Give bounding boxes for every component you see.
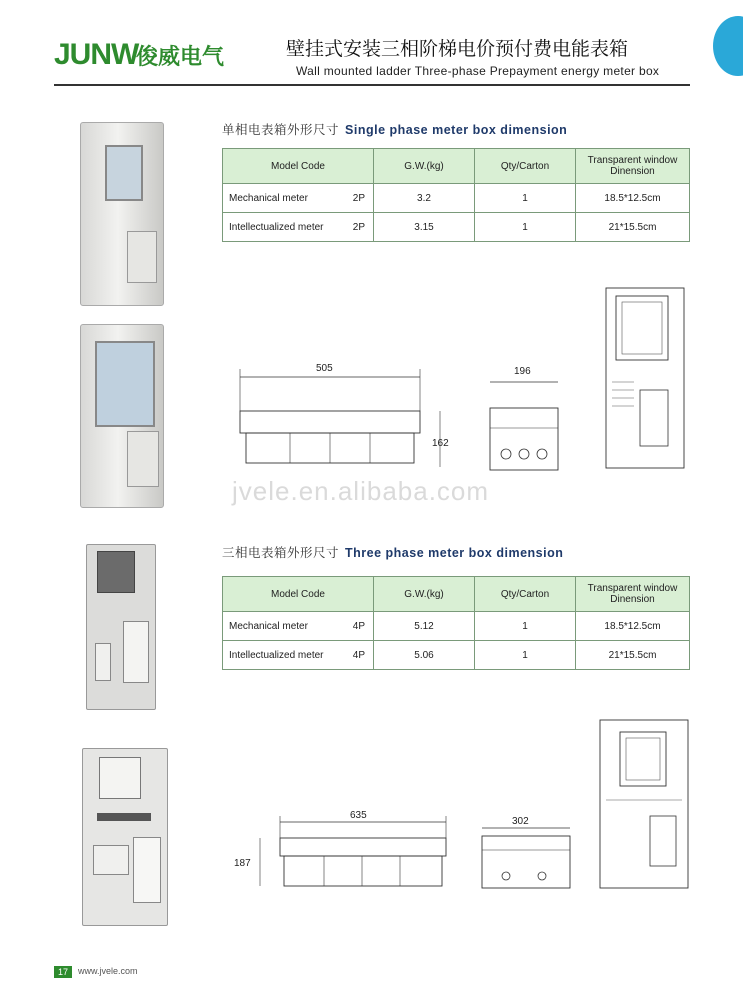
window-cell: 21*15.5cm	[576, 641, 690, 670]
pole-count: 2P	[352, 192, 365, 204]
watermark: jvele.en.alibaba.com	[232, 476, 490, 506]
qty-cell: 1	[475, 612, 576, 641]
three-front-view-drawing	[598, 718, 690, 892]
breaker-device	[133, 837, 161, 903]
model-name: Intellectualized meter	[229, 221, 324, 233]
terminal-bar	[97, 813, 151, 821]
three-side-view-drawing	[478, 822, 574, 892]
single-top-view-drawing	[230, 355, 470, 475]
single-section-title	[222, 120, 567, 138]
col-header-qty: Qty/Carton	[475, 149, 576, 184]
table-row	[223, 184, 690, 213]
window-cell: 18.5*12.5cm	[576, 184, 690, 213]
three-depth-dim: 302	[512, 816, 529, 827]
breaker-device	[123, 621, 149, 683]
header-divider	[54, 84, 690, 86]
three-meter-box-photo-wired	[86, 544, 156, 710]
single-section-title-en: Single phase meter box dimension	[345, 123, 568, 137]
three-spec-table	[222, 576, 690, 670]
col-header-gw: G.W.(kg)	[374, 149, 475, 184]
single-front-view-drawing	[604, 286, 686, 472]
meter-window	[105, 145, 143, 201]
single-side-view-drawing	[484, 370, 564, 480]
gw-cell: 5.12	[374, 612, 475, 641]
single-meter-box-photo-open	[80, 324, 164, 508]
col-header-gw: G.W.(kg)	[374, 577, 475, 612]
col-header-qty: Qty/Carton	[475, 577, 576, 612]
single-depth-dim: 196	[514, 366, 531, 377]
single-spec-table	[222, 148, 690, 242]
three-height-dim: 187	[234, 858, 251, 869]
page-number: 17	[54, 966, 72, 978]
three-meter-box-photo-open	[82, 748, 168, 926]
meter-device	[99, 757, 141, 799]
col-header-model: Model Code	[223, 149, 374, 184]
window-cell: 21*15.5cm	[576, 213, 690, 242]
three-section-title-cn: 三相电表箱外形尺寸	[222, 545, 340, 560]
breaker-device	[93, 845, 129, 875]
qty-cell: 1	[475, 184, 576, 213]
meter-window	[95, 341, 155, 427]
model-name: Mechanical meter	[229, 192, 308, 204]
qty-cell: 1	[475, 641, 576, 670]
three-width-dim: 635	[350, 810, 367, 821]
model-name: Mechanical meter	[229, 620, 308, 632]
col-header-window: Transparent window Dinension	[576, 149, 690, 184]
three-section-title-en: Three phase meter box dimension	[345, 546, 564, 560]
window-cell: 18.5*12.5cm	[576, 612, 690, 641]
single-height-dim: 162	[432, 438, 449, 449]
table-row	[223, 213, 690, 242]
page-title-cn: 壁挂式安装三相阶梯电价预付费电能表箱	[286, 38, 629, 60]
page-title-en: Wall mounted ladder Three-phase Prepayment energy meter box	[296, 64, 660, 78]
single-width-dim: 505	[316, 363, 333, 374]
model-cell	[223, 641, 374, 670]
brand-name-cn: 俊威电气	[136, 45, 225, 70]
gw-cell: 3.15	[374, 213, 475, 242]
model-cell	[223, 612, 374, 641]
three-top-view-drawing	[250, 810, 460, 900]
meter-device	[97, 551, 135, 593]
table-row	[223, 641, 690, 670]
model-name: Intellectualized meter	[229, 649, 324, 661]
breaker-cover	[127, 431, 159, 487]
breaker-device	[95, 643, 111, 681]
pole-count: 4P	[352, 649, 365, 661]
breaker-cover	[127, 231, 157, 283]
col-header-window: Transparent window Dinension	[576, 577, 690, 612]
single-section-title-cn: 单相电表箱外形尺寸	[222, 122, 340, 137]
pole-count: 4P	[352, 620, 365, 632]
footer-url: www.jvele.com	[78, 966, 138, 976]
model-cell	[223, 213, 374, 242]
gw-cell: 5.06	[374, 641, 475, 670]
three-section-title	[222, 543, 563, 561]
col-header-model: Model Code	[223, 577, 374, 612]
model-cell	[223, 184, 374, 213]
corner-badge-icon	[713, 16, 743, 76]
single-meter-box-photo-closed	[80, 122, 164, 306]
gw-cell: 3.2	[374, 184, 475, 213]
qty-cell: 1	[475, 213, 576, 242]
brand-logo: JUNW	[54, 38, 139, 71]
pole-count: 2P	[352, 221, 365, 233]
table-row	[223, 612, 690, 641]
